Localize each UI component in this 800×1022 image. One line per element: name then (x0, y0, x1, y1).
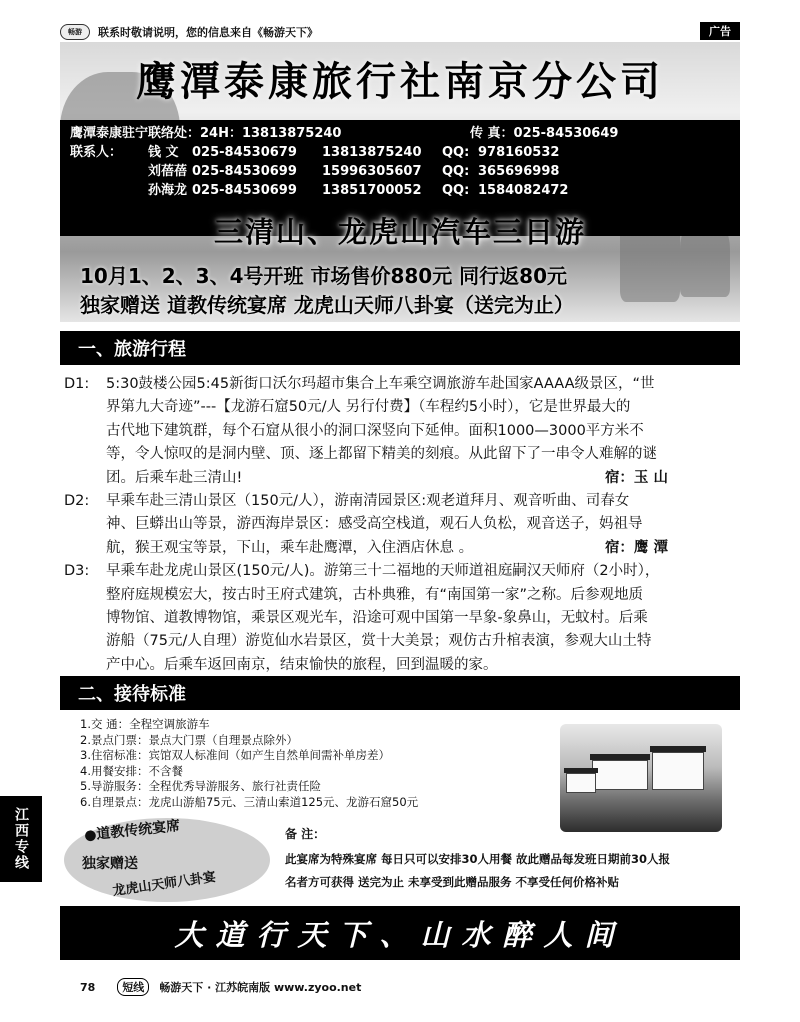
tour-title: 三清山、龙虎山汽车三日游 (213, 215, 586, 249)
notice-text: 联系时敬请说明，您的信息来自《畅游天下》 (98, 26, 318, 39)
day-line: 产中心。后乘车返回南京，结束愉快的旅程，回到温暖的家。 (106, 656, 498, 673)
house-shape (592, 760, 648, 790)
house-shape (652, 752, 704, 790)
note-line: 此宴席为特殊宴席 每日只可以安排30人用餐 故此赠品每发班日期前30人报 (285, 852, 671, 866)
page-number: 78 (80, 980, 96, 994)
day-line: 5:30鼓楼公园5:45新街口沃尔玛超市集合上车乘空调旅游车赴国家AAAA级景区，“世 (106, 376, 655, 392)
contact-mobile: 13851700052 (322, 183, 422, 198)
qq-label: QQ: (442, 183, 470, 198)
overnight-stay: 宿：玉 山 (604, 469, 668, 486)
standard-item: 5.导游服务：全程优秀导游服务、旅行社责任险 (80, 779, 321, 793)
itinerary (64, 373, 736, 677)
day-line: 博物馆、道教博物馆，乘景区观光车，沿途可观中国第一旱象-象鼻山，无蚊村。后乘 (106, 610, 648, 627)
contact-mobile: 13813875240 (322, 145, 422, 160)
day-line: 整府庭规模宏大，按古时王府式建筑，古朴典雅，有“南国第一家”之称。后参观地质 (106, 586, 644, 603)
contact-mobile: 15996305607 (322, 164, 422, 179)
note-line: 名者方可获得 送完为止 未享受到此赠品服务 不享受任何价格补贴 (285, 875, 620, 889)
day-line (106, 537, 736, 560)
day-line: 早乘车赴三清山景区（150元/人），游南清园景区:观老道拜月、观音听曲、司春女 (106, 493, 630, 510)
day-text (106, 373, 736, 490)
gift-banquet-label: ●道教传统宴席 (83, 818, 181, 844)
itinerary-day (64, 373, 736, 490)
house-shape (566, 773, 596, 793)
day-text (106, 560, 736, 677)
village-photo (560, 724, 722, 832)
top-notice-bar (60, 22, 740, 42)
standard-item: 2.景点门票：景点大门票（自理景点除外） (80, 732, 298, 747)
day-label: D3: (64, 563, 90, 580)
standard-item: 6.自理景点：龙虎山游船75元、三清山索道125元、龙游石窟50元 (80, 794, 419, 809)
contact-tel: 025-84530699 (192, 183, 297, 198)
note-label: 备 注： (285, 827, 326, 841)
fax-number: 传 真：025-84530649 (470, 126, 619, 141)
contact-row (70, 143, 730, 162)
contact-tel: 025-84530699 (192, 164, 297, 179)
promo-gift: 独家赠送 道教传统宴席 龙虎山天师八卦宴（送完为止） (80, 293, 574, 317)
day-line-text: 航，猴王观宝等景，下山，乘车赴鹰潭，入住酒店休息 。 (106, 539, 474, 556)
gift-feast-label: 龙虎山天师八卦宴 (111, 869, 217, 900)
day-text (106, 490, 736, 560)
note-text (285, 848, 735, 894)
itinerary-day (64, 490, 736, 560)
contact-row (70, 124, 730, 143)
day-line (106, 467, 736, 490)
contact-qq: 365696998 (478, 164, 560, 179)
contact-qq: 1584082472 (478, 183, 569, 198)
itinerary-day (64, 560, 736, 677)
standard-item: 1.交 通：全程空调旅游车 (80, 717, 210, 731)
contact-row (70, 162, 730, 181)
contact-qq: 978160532 (478, 145, 560, 160)
day-label: D2: (64, 493, 90, 510)
service-standards-list (80, 717, 418, 810)
gift-exclusive-label: 独家赠送 (82, 856, 138, 872)
standard-item: 3.住宿标准：宾馆双人标准间（如产生自然单间需补单房差） (80, 748, 390, 762)
section-badge: 短线 (117, 978, 149, 996)
qq-label: QQ: (442, 164, 470, 179)
magazine-logo-icon: 畅游 (60, 24, 90, 40)
overnight-stay: 宿：鹰 潭 (604, 539, 668, 556)
contact-tel: 025-84530679 (192, 145, 297, 160)
slogan-banner: 大道行天下、山水醉人间 (60, 906, 740, 960)
day-line: 古代地下建筑群，每个石窟从很小的洞口深竖向下延伸。面积1000—3000平方米不 (106, 422, 644, 439)
company-name: 鹰潭泰康旅行社南京分公司 (136, 59, 664, 105)
contact-name: 钱 文 (148, 145, 179, 160)
day-line: 等，令人惊叹的是洞内壁、顶、逐上都留下精美的刻痕。从此留下了一串令人难解的谜 (106, 446, 657, 463)
contact-name: 孙海龙 (148, 183, 188, 198)
contact-name: 刘蓓蓓 (148, 164, 188, 179)
page-footer (80, 978, 361, 996)
day-line: 神、巨蟒出山等景，游西海岸景区：感受高空栈道，观石人负松，观音送子，妈祖导 (106, 516, 643, 533)
contact-label (70, 162, 148, 181)
footer-text: 畅游天下 · 江苏皖南版 www.zyoo.net (159, 981, 362, 994)
day-label: D1: (64, 376, 90, 392)
day-line: 游船（75元/人自理）游览仙水岩景区，赏十大美景；观仿古升棺表演，参观大山土特 (106, 633, 652, 650)
day-line: 早乘车赴龙虎山景区(150元/人)。游第三十二福地的天师道祖庭嗣汉天师府（2小时）， (106, 563, 660, 580)
liaison-phone: 鹰潭泰康驻宁联络处：24H：13813875240 (70, 126, 342, 141)
side-tab-jiangxi: 江西专线 (0, 796, 42, 882)
contact-label (70, 181, 148, 200)
contact-row (70, 181, 730, 200)
day-line-text: 团。后乘车赴三清山! (106, 469, 243, 486)
section-heading-itinerary: 一、旅游行程 (60, 331, 740, 365)
ad-tag: 广告 (700, 22, 740, 40)
standard-item: 4.用餐安排：不含餐 (80, 763, 183, 778)
promo-dates-price: 10月1、2、3、4号开班 市场售价880元 同行返80元 (80, 264, 568, 288)
day-line: 界第九大奇迹”---【龙游石窟50元/人 另行付费】（车程约5小时），它是世界最大的 (106, 399, 631, 416)
header-banner (60, 42, 740, 322)
contact-label: 联系人： (70, 145, 123, 160)
qq-label: QQ: (442, 145, 470, 160)
section-heading-standards: 二、接待标准 (60, 676, 740, 710)
